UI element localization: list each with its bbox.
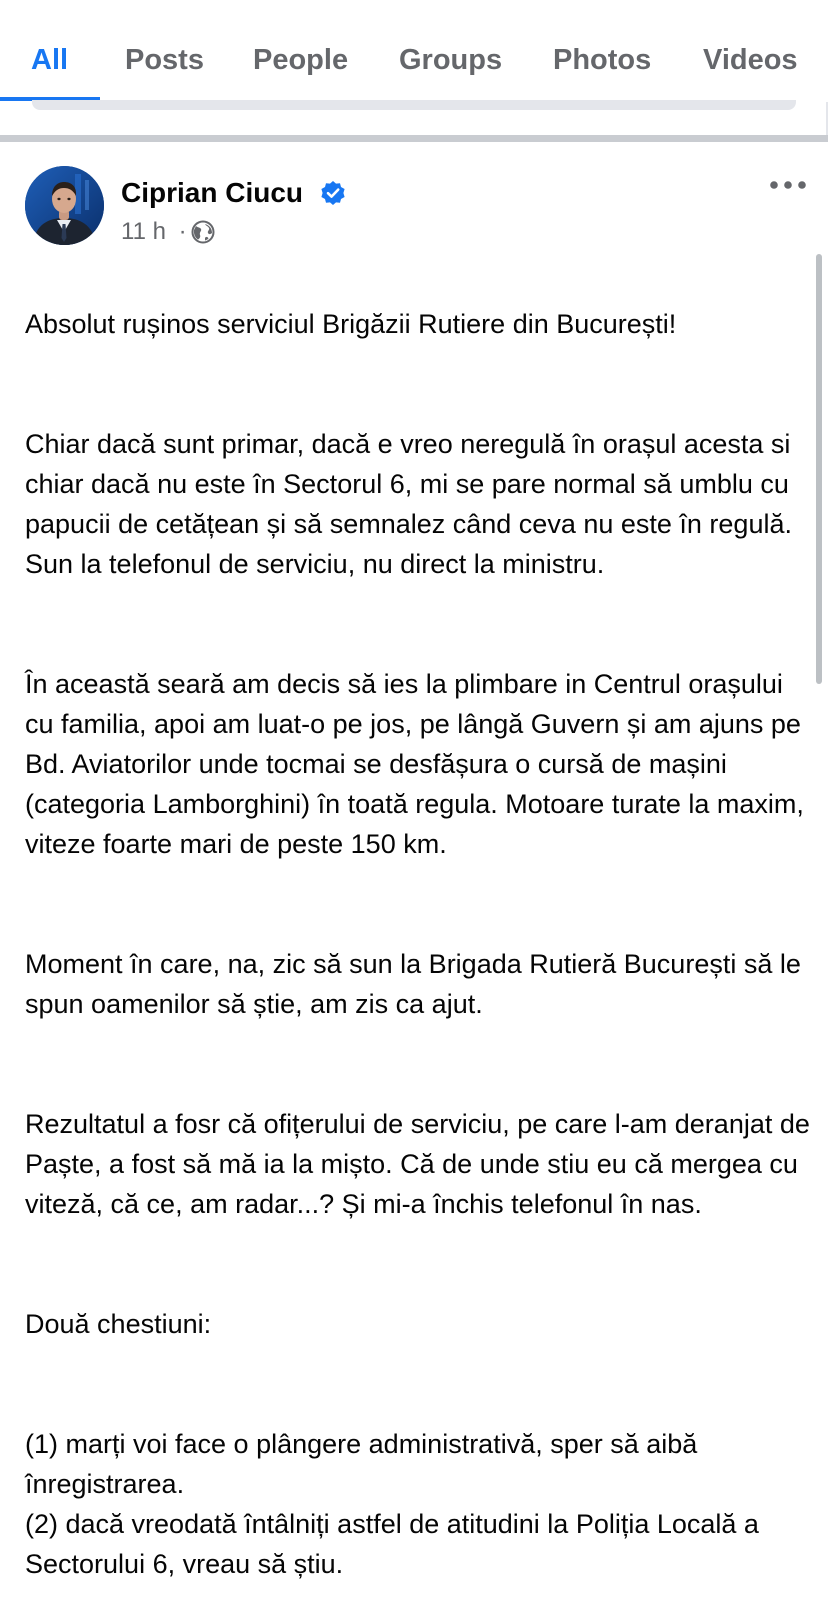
- verified-badge-icon: [320, 180, 346, 206]
- post-meta: [121, 217, 187, 247]
- tab-photos[interactable]: Photos: [553, 44, 652, 76]
- tab-videos[interactable]: Videos: [703, 44, 798, 76]
- avatar-photo: [25, 166, 104, 245]
- post-card: [0, 142, 828, 1579]
- post-paragraph: Absolut rușinos serviciul Brigăzii Rutiere din București!: [25, 309, 677, 339]
- post-paragraph: Două chestiuni:: [25, 1309, 212, 1339]
- feed-separator: [0, 135, 828, 142]
- sheet-pill: [32, 100, 796, 110]
- vertical-scrollbar[interactable]: [816, 254, 822, 684]
- globe-icon: [191, 220, 215, 244]
- post-body: [25, 264, 815, 1624]
- search-results-sheet-edge: [0, 102, 828, 135]
- author-avatar[interactable]: [25, 166, 104, 245]
- post-paragraph: În această seară am decis să ies la plimbare in Centrul orașului cu familia, apoi am luat-o pe jos, pe lângă Guvern și am ajuns pe Bd. Aviatorilor unde tocmai se desfășura o cursă de mașini (categoria Lamborghini) în toată regula. Motoare turate la maxim, viteze foarte mari de peste 150 km.: [25, 669, 804, 859]
- post-paragraph: Chiar dacă sunt primar, dacă e vreo neregulă în orașul acesta si chiar dacă nu este în Sectorul 6, mi se pare normal să umblu cu papucii de cetățean și să semnalez când ceva nu este în regulă. Sun la telefonul de serviciu, nu direct la ministru.: [25, 429, 792, 579]
- post-paragraph: Moment în care, na, zic să sun la Brigada Rutieră București să le spun oamenilor să știe, am zis ca ajut.: [25, 949, 801, 1019]
- post-timestamp[interactable]: 11 h: [121, 218, 166, 245]
- search-results-tab-bar: [0, 0, 828, 102]
- meta-separator: ·: [178, 218, 187, 245]
- post-paragraph: (1) marți voi face o plângere administrativă, sper să aibă înregistrarea. (2) dacă vreodată întâlniți astfel de atitudini la Poliția Locală a Sectorului 6, vreau să știu.: [25, 1429, 759, 1579]
- tab-all[interactable]: All: [31, 44, 69, 76]
- tab-groups[interactable]: Groups: [399, 44, 503, 76]
- post-paragraph: Rezultatul a fosr că ofițerului de serviciu, pe care l-am deranjat de Paște, a fost să mă ia la mișto. Că de unde stiu eu că mergea cu viteză, că ce, am radar...? Și mi-a închis telefonul în nas.: [25, 1109, 810, 1219]
- post-author-name[interactable]: Ciprian Ciucu: [121, 177, 304, 208]
- more-options-icon[interactable]: [765, 172, 811, 198]
- tab-posts[interactable]: Posts: [125, 44, 204, 76]
- tab-people[interactable]: People: [253, 44, 349, 76]
